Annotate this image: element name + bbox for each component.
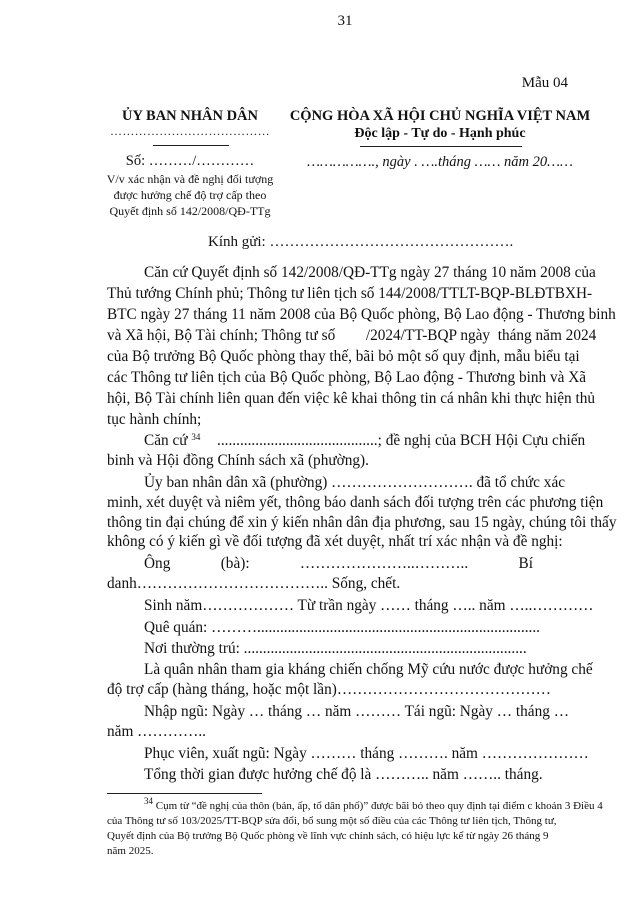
birth-line: Sinh năm……………… Từ trần ngày …… tháng ….. năm …..………… xyxy=(144,597,594,614)
page-number: 31 xyxy=(337,13,353,29)
residence-line: Nơi thường trú: .......................................................................... xyxy=(144,640,527,657)
recipient-line: Kính gửi: …………………………………………. xyxy=(208,234,514,250)
subject-line: V/v xác nhận và đề nghị đối tượng xyxy=(106,172,274,186)
total-time-line: Tổng thời gian được hưởng chế độ là ……….. năm …….. tháng. xyxy=(144,766,543,783)
org-underline xyxy=(153,145,229,146)
body-line: các Thông tư liên tịch của Bộ Quốc phòng, Bộ Lao động - Thương binh và Xã xyxy=(107,369,587,386)
name-line: Ông (bà): …………………..……….. Bí xyxy=(144,555,533,572)
body-line: hội, Bộ Tài chính liên quan đến việc kê khai thông tin cá nhân khi thực hiện thủ xyxy=(107,390,596,407)
body-line: của Bộ trưởng Bộ Quốc phòng thay thế, bãi bỏ một số quy định, mẫu biểu tại xyxy=(107,348,580,365)
footnote-ref: 34 xyxy=(191,432,201,442)
subject-line: Quyết định số 142/2008/QĐ-TTg xyxy=(109,204,271,218)
body-line: Thủ tướng Chính phủ; Thông tư liên tịch số 144/2008/TTLT-BQP-BLĐTBXH- xyxy=(107,285,593,302)
date-line: ……………., ngày . ….tháng …… năm 20…… xyxy=(307,154,573,170)
body-line: BTC ngày 27 tháng 11 năm 2008 của Bộ Quốc phòng, Bộ Lao động - Thương binh xyxy=(107,306,616,323)
footnote-separator xyxy=(107,793,262,794)
body-line: ..........................................; đề nghị của BCH Hội Cựu chiến xyxy=(217,432,586,449)
org-name: ỦY BAN NHÂN DÂN xyxy=(121,108,259,124)
footnote-line: năm 2025. xyxy=(107,845,154,857)
enlist-line: Nhập ngũ: Ngày … tháng … năm ……… Tái ngũ: Ngày … tháng … xyxy=(144,703,569,720)
footnote-line xyxy=(107,796,603,812)
discharge-line: Phục viên, xuất ngũ: Ngày ……… tháng ………. năm ………………… xyxy=(144,745,589,762)
nation-title: CỘNG HÒA XÃ HỘI CHỦ NGHĨA VIỆT NAM xyxy=(289,108,591,124)
document-number: Số: ………/………… xyxy=(125,153,255,169)
motto: Độc lập - Tự do - Hạnh phúc xyxy=(354,126,526,141)
body-line: binh và Hội đồng Chính sách xã (phường). xyxy=(107,452,369,469)
subject-line: được hưởng chế độ trợ cấp theo xyxy=(113,188,267,202)
body-text: Căn cứ xyxy=(144,432,188,449)
body-line: minh, xét duyệt và niêm yết, thông báo danh sách đối tượng trên các phương tiện xyxy=(107,494,604,511)
body-line: Căn cứ Quyết định số 142/2008/QĐ-TTg ngày 27 tháng 10 năm 2008 của xyxy=(144,264,596,281)
form-label: Mẫu 04 xyxy=(521,75,568,91)
body-line: độ trợ cấp (hàng tháng, hoặc một lần)…………………………………… xyxy=(107,681,551,698)
alias-line: danh……………………………….. Sống, chết. xyxy=(107,575,401,592)
body-line: Ủy ban nhân dân xã (phường) ………………………. đã tổ chức xác xyxy=(144,474,566,491)
enlist-line: năm ………….. xyxy=(107,723,206,740)
body-line: và Xã hội, Bộ Tài chính; Thông tư số /2024/TT-BQP ngày tháng năm 2024 xyxy=(107,327,597,344)
body-line: không có ý kiến gì về đối tượng đã xét duyệt, nhất trí xác nhận và đề nghị: xyxy=(107,533,563,550)
motto-underline xyxy=(360,146,522,147)
footnote-line: của Thông tư số 103/2025/TT-BQP sửa đổi, bổ sung một số điều của các Thông tư liên tịch, Thông tư, xyxy=(107,815,557,827)
body-line-cancu xyxy=(144,433,200,448)
body-line: Là quân nhân tham gia kháng chiến chống Mỹ cứu nước được hưởng chế xyxy=(144,661,593,678)
footnote-line: Quyết định của Bộ trưởng Bộ Quốc phòng về lĩnh vực chính sách, có hiệu lực kể từ ngày 26 tháng 9 xyxy=(107,830,549,842)
hometown-line: Quê quán: ……….......................................................................... xyxy=(144,619,541,636)
footnote-number: 34 xyxy=(144,796,153,806)
org-dots: ………………………………… xyxy=(110,124,270,138)
body-line: tục hành chính; xyxy=(107,411,202,428)
footnote-text: Cụm từ “đề nghị của thôn (bản, ấp, tổ dân phố)” được bãi bỏ theo quy định tại điểm c khoản 3 Điều 4 xyxy=(155,800,603,812)
body-line: thông tin đại chúng để xin ý kiến nhân dân địa phương, sau 15 ngày, chúng tôi thấy xyxy=(107,514,617,531)
